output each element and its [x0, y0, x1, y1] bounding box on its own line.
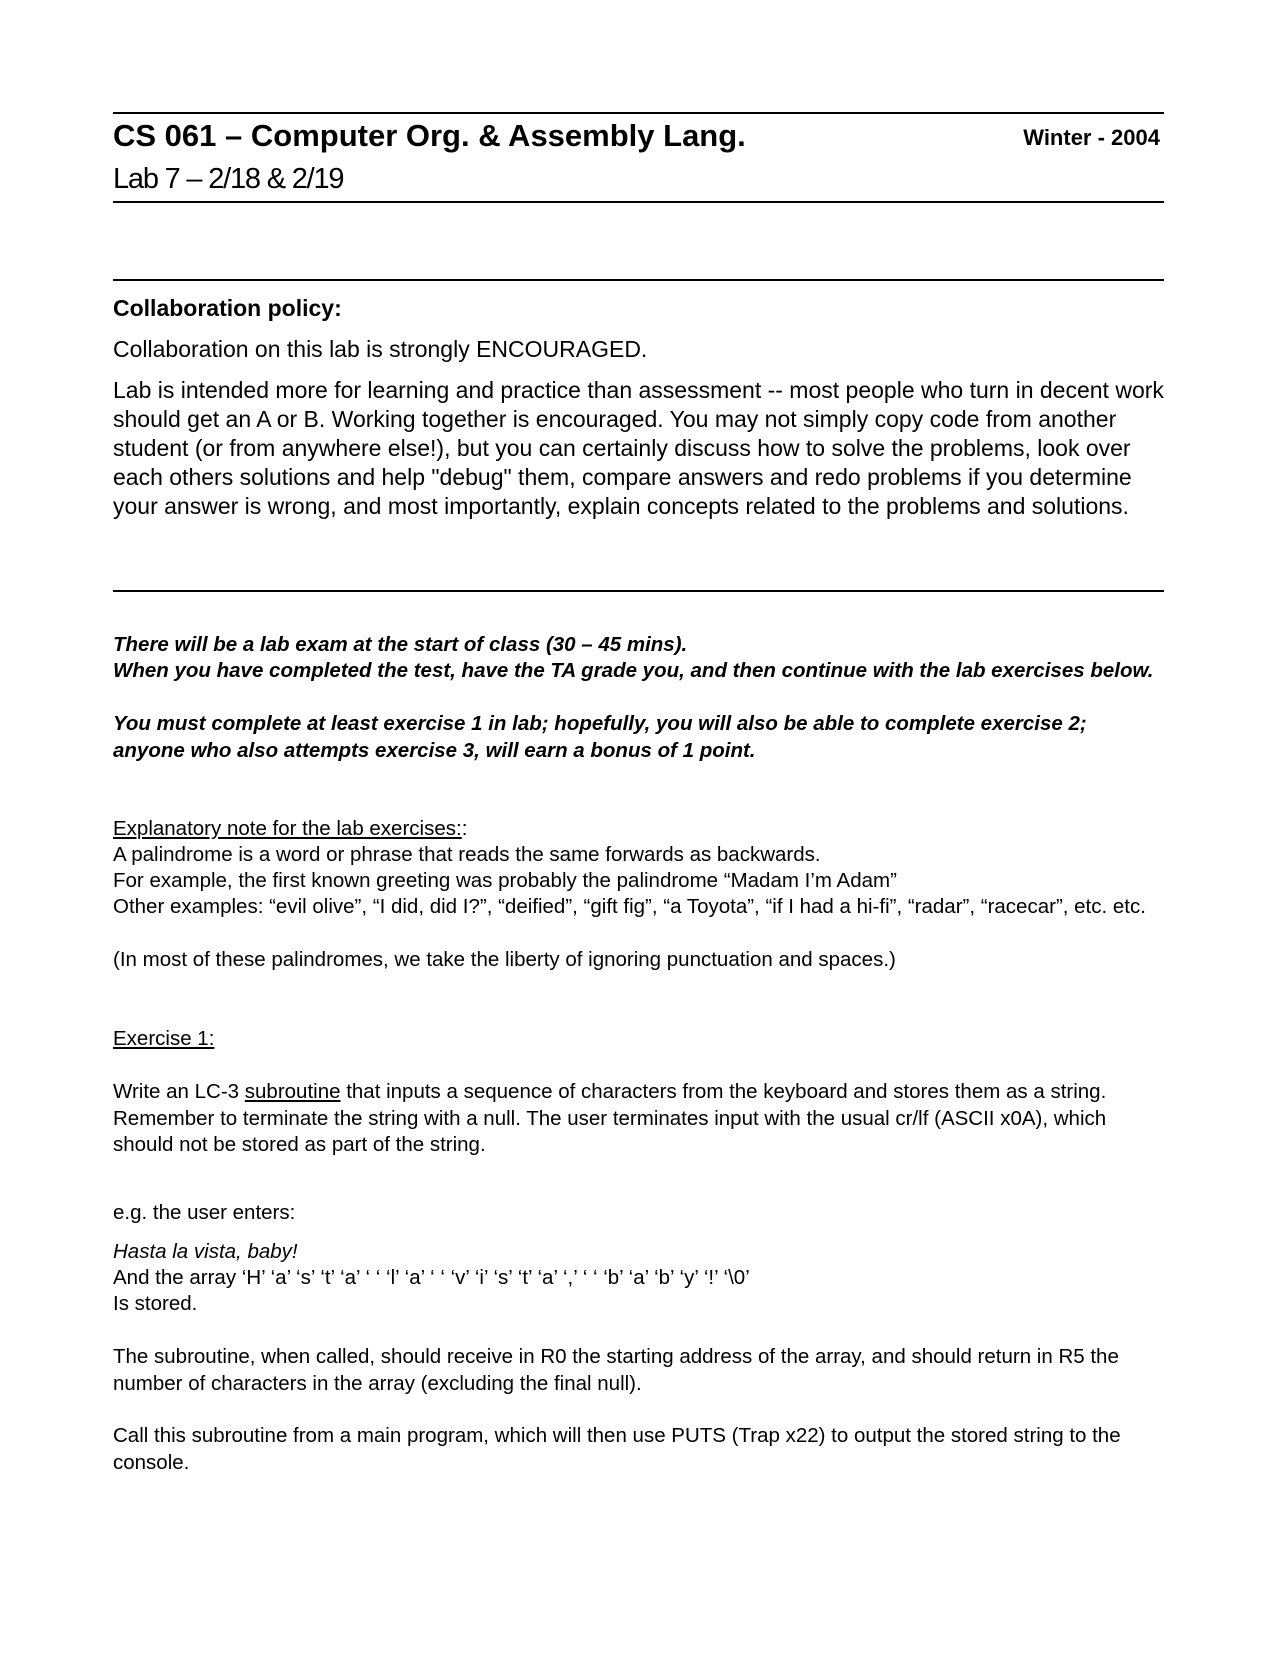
collaboration-heading: Collaboration policy: — [113, 295, 342, 321]
palindrome-definition: A palindrome is a word or phrase that reads the same forwards as backwards. — [113, 843, 821, 866]
collaboration-line: Collaboration on this lab is strongly ENCOURAGED. — [113, 336, 648, 362]
notice-grade: When you have completed the test, have the TA grade you, and then continue with the lab exercises below. — [113, 659, 1154, 682]
explanatory-heading: Explanatory note for the lab exercises: — [113, 817, 462, 840]
course-title: CS 061 – Computer Org. & Assembly Lang. — [113, 118, 746, 153]
palindrome-example: For example, the first known greeting was probably the palindrome “Madam I’m Adam” — [113, 869, 897, 892]
exercise1-heading: Exercise 1: — [113, 1027, 215, 1050]
example-label: e.g. the user enters: — [113, 1201, 296, 1224]
collaboration-paragraph: Lab is intended more for learning and practice than assessment -- most people who turn in decent work should get an A or B. Working together is encouraged. You may not simply copy code from another student (or from anywhere else!), but you can certainly discuss how to solve the problems, look over each others solutions and help "debug" them, compare answers and redo problems if you determine your answer is wrong, and most importantly, explain concepts related to the problems and solutions. — [113, 377, 1164, 519]
notice-exam: There will be a lab exam at the start of class (30 – 45 mins). — [113, 633, 688, 656]
divider — [113, 279, 1164, 281]
exercise1-heading-row — [113, 1026, 1164, 1053]
notice-requirement: You must complete at least exercise 1 in lab; hopefully, you will also be able to complete exercise 2; anyone who also attempts exercise 3, will earn a bonus of 1 point. — [113, 712, 1087, 762]
term-label: Winter - 2004 — [1023, 125, 1160, 150]
exercise1-intro — [113, 1079, 1164, 1159]
divider — [113, 590, 1164, 592]
subroutine-term: subroutine — [244, 1080, 341, 1103]
example-input: Hasta la vista, baby! — [113, 1240, 298, 1263]
subroutine-spec: The subroutine, when called, should receive in R0 the starting address of the array, and should return in R5 the number of characters in the array (excluding the final null). — [113, 1345, 1119, 1395]
array-line: And the array ‘H’ ‘a’ ‘s’ ‘t’ ‘a’ ‘ ‘ ‘l’ ‘a’ ‘ ‘ ‘v’ ‘i’ ‘s’ ‘t’ ‘a’ ‘,’ ‘ ‘ ‘b’ ‘a’ ‘b’ ‘y’ ‘!’ ‘\0’ — [113, 1266, 750, 1289]
divider — [113, 201, 1164, 203]
intro-text: Write an LC-3 — [113, 1080, 245, 1103]
main-program-spec: Call this subroutine from a main program, which will then use PUTS (Trap x22) to output the stored string to the console. — [113, 1424, 1121, 1474]
lab-title: Lab 7 – 2/18 & 2/19 — [113, 163, 344, 195]
colon: : — [461, 817, 468, 840]
explanatory-heading-row — [113, 816, 1164, 843]
intro-text: that inputs a sequence of characters from the keyboard and stores them as a string. Remember to terminate the string with a null. The user terminates input with the usual cr/lf (ASCII x0A), which should not be stored as part of the string. — [113, 1080, 1107, 1156]
stored-line: Is stored. — [113, 1292, 198, 1315]
divider — [113, 112, 1164, 114]
palindrome-note: (In most of these palindromes, we take the liberty of ignoring punctuation and spaces.) — [113, 948, 896, 971]
palindrome-other-examples: Other examples: “evil olive”, “I did, did I?”, “deified”, “gift fig”, “a Toyota”, “if I had a hi-fi”, “radar”, “racecar”, etc. etc. — [113, 895, 1146, 918]
